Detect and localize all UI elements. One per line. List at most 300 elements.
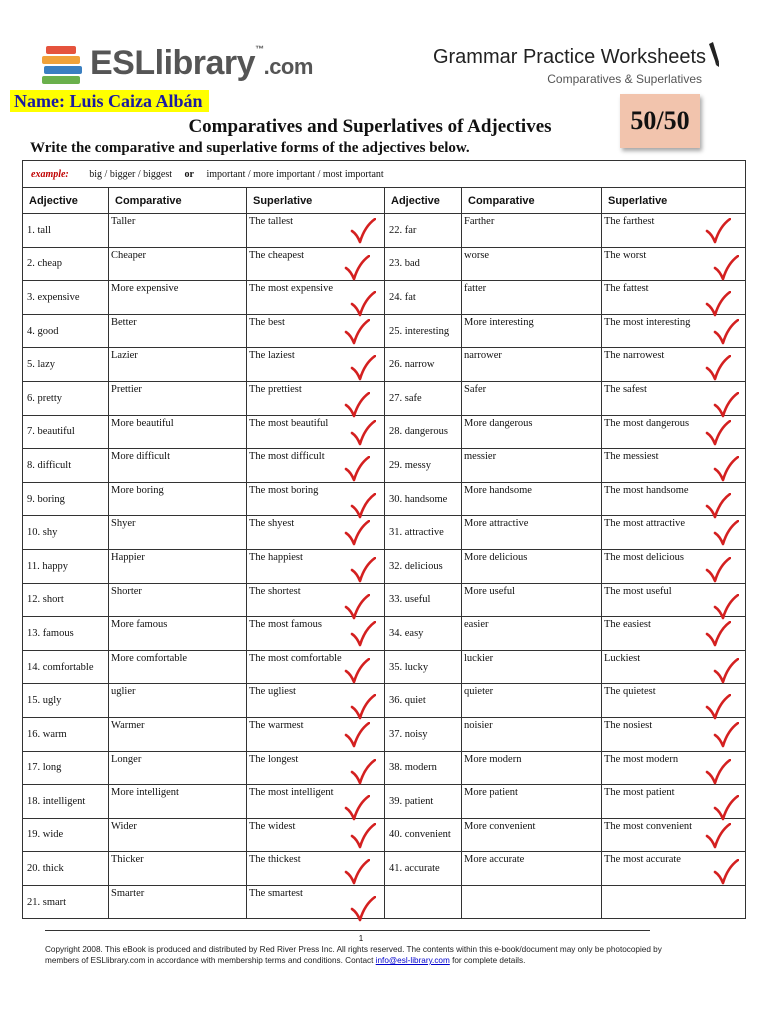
adjective-cell xyxy=(23,381,109,415)
comparative-cell xyxy=(109,717,247,751)
adjective-text: 4. good xyxy=(27,325,59,337)
adjective-cell xyxy=(385,852,462,886)
superlative-answer: The messiest xyxy=(604,451,659,463)
superlative-cell xyxy=(247,785,385,819)
comparative-answer: narrower xyxy=(464,350,502,362)
comparative-cell xyxy=(109,818,247,852)
adjective-text: 39. patient xyxy=(389,795,434,807)
comparative-cell xyxy=(109,516,247,550)
superlative-cell xyxy=(602,818,746,852)
table-row xyxy=(23,684,746,718)
check-mark-icon xyxy=(705,493,731,519)
table-row xyxy=(23,717,746,751)
esl-library-logo xyxy=(40,42,313,90)
adjective-cell xyxy=(385,415,462,449)
superlative-cell xyxy=(602,348,746,382)
adjective-text: 22. far xyxy=(389,224,417,236)
table-row xyxy=(23,348,746,382)
comparative-cell xyxy=(462,214,602,248)
check-mark-icon xyxy=(713,520,739,546)
check-mark-icon xyxy=(344,319,370,345)
table-row xyxy=(23,885,746,919)
comparative-answer: Safer xyxy=(464,383,487,395)
comparative-answer: More patient xyxy=(464,787,518,799)
superlative-cell xyxy=(247,281,385,315)
comparative-cell xyxy=(462,381,602,415)
superlative-answer: The nosiest xyxy=(604,719,653,731)
check-mark-icon xyxy=(713,392,739,418)
adjective-cell xyxy=(23,583,109,617)
comparative-answer: More difficult xyxy=(111,451,171,463)
comparative-cell xyxy=(462,281,602,315)
adjective-cell xyxy=(385,549,462,583)
comparative-answer: worse xyxy=(464,249,490,261)
comparative-cell xyxy=(109,650,247,684)
superlative-cell xyxy=(247,549,385,583)
adjective-text: 9. boring xyxy=(27,493,65,505)
instructions: Write the comparative and superlative forms of the adjectives below. xyxy=(30,140,470,156)
comparative-cell xyxy=(462,818,602,852)
check-mark-icon xyxy=(705,291,731,317)
superlative-answer: The most convenient xyxy=(604,820,693,832)
adjective-text: 34. easy xyxy=(389,627,424,639)
table-row xyxy=(23,381,746,415)
superlative-answer: The most accurate xyxy=(604,854,681,866)
adjective-cell xyxy=(23,516,109,550)
comparative-cell xyxy=(462,785,602,819)
adjective-cell xyxy=(385,785,462,819)
superlative-cell xyxy=(602,516,746,550)
comparative-cell xyxy=(109,415,247,449)
adjective-cell xyxy=(23,348,109,382)
adjective-text: 37. noisy xyxy=(389,728,428,740)
adjective-cell xyxy=(385,885,462,919)
comparative-answer: More boring xyxy=(111,484,164,496)
superlative-answer: The most expensive xyxy=(249,283,333,295)
check-mark-icon xyxy=(705,420,731,446)
header-row xyxy=(23,188,746,214)
adjective-cell xyxy=(23,549,109,583)
comparative-cell xyxy=(109,885,247,919)
superlative-answer: The farthest xyxy=(604,216,655,227)
adjective-text: 30. handsome xyxy=(389,493,448,505)
superlative-cell xyxy=(602,785,746,819)
footer-divider xyxy=(45,930,650,931)
superlative-answer: The laziest xyxy=(249,350,295,362)
adjective-cell xyxy=(385,617,462,651)
comparative-cell xyxy=(462,684,602,718)
comparative-cell xyxy=(462,549,602,583)
adjective-cell xyxy=(385,281,462,315)
col-header-adjective-2: Adjective xyxy=(385,188,462,214)
comparative-answer: More useful xyxy=(464,585,516,597)
superlative-cell xyxy=(602,214,746,248)
comparative-answer: Prettier xyxy=(111,383,142,395)
superlative-answer: The fattest xyxy=(604,283,649,295)
example-row xyxy=(23,161,746,188)
superlative-answer: The most modern xyxy=(604,753,679,765)
superlative-answer: The longest xyxy=(249,753,299,765)
adjective-text: 8. difficult xyxy=(27,459,72,471)
superlative-answer: The easiest xyxy=(604,619,651,631)
comparative-cell xyxy=(462,852,602,886)
comparative-answer: More beautiful xyxy=(111,417,174,429)
table-row xyxy=(23,314,746,348)
copyright-text-1: Copyright 2008. This eBook is produced and distributed by Red River Press Inc. All rights reserved. The contents within this e-book/document may only be photocopied by members of ESLlibrary.com in accordance with membership terms and conditions. Contact xyxy=(45,945,662,965)
adjective-text: 31. attractive xyxy=(389,527,444,539)
comparative-cell xyxy=(462,650,602,684)
example-form-2: important / more important / most important xyxy=(206,168,384,180)
superlative-answer: The most difficult xyxy=(249,451,325,463)
superlative-answer: The most handsome xyxy=(604,484,689,496)
adjective-cell xyxy=(385,684,462,718)
check-mark-icon xyxy=(344,520,370,546)
check-mark-icon xyxy=(713,658,739,684)
adjective-text: 32. delicious xyxy=(389,560,443,572)
superlative-cell xyxy=(602,415,746,449)
adjective-text: 40. convenient xyxy=(389,829,451,841)
adjective-text: 2. cheap xyxy=(27,258,62,270)
pencil-icon xyxy=(706,42,720,68)
check-mark-icon xyxy=(350,896,376,922)
adjective-cell xyxy=(23,751,109,785)
comparative-cell xyxy=(462,247,602,281)
col-header-adjective: Adjective xyxy=(23,188,109,214)
series-title: Grammar Practice Worksheets xyxy=(432,46,706,68)
adjective-text: 13. famous xyxy=(27,627,74,639)
check-mark-icon xyxy=(350,621,376,647)
adjective-cell xyxy=(23,818,109,852)
check-mark-icon xyxy=(705,621,731,647)
check-mark-icon xyxy=(705,823,731,849)
adjective-text: 25. interesting xyxy=(389,325,450,337)
adjective-cell xyxy=(23,449,109,483)
score-box: 50/50 xyxy=(620,94,700,148)
superlative-answer: Luckiest xyxy=(604,652,641,664)
adjective-text: 41. accurate xyxy=(389,863,440,875)
comparative-answer: More handsome xyxy=(464,484,532,496)
adjective-cell xyxy=(23,885,109,919)
adjective-cell xyxy=(385,818,462,852)
adjective-cell xyxy=(23,717,109,751)
logo-trademark: ™ xyxy=(255,44,264,54)
check-mark-icon xyxy=(344,594,370,620)
superlative-answer: The ugliest xyxy=(249,686,296,698)
adjective-cell xyxy=(385,348,462,382)
logo-domain: .com xyxy=(263,54,313,79)
superlative-cell xyxy=(247,885,385,919)
check-mark-icon xyxy=(344,722,370,748)
adjective-text: 6. pretty xyxy=(27,392,62,404)
superlative-cell xyxy=(247,818,385,852)
table-row xyxy=(23,516,746,550)
check-mark-icon xyxy=(350,493,376,519)
comparative-answer: noisier xyxy=(464,719,493,731)
superlative-cell xyxy=(247,214,385,248)
adjective-cell xyxy=(23,684,109,718)
superlative-cell xyxy=(602,449,746,483)
comparative-cell xyxy=(109,852,247,886)
superlative-answer: The most dangerous xyxy=(604,417,690,429)
comparative-cell xyxy=(462,415,602,449)
comparative-answer: messier xyxy=(464,451,497,463)
superlative-cell xyxy=(602,885,746,919)
adjective-cell xyxy=(385,449,462,483)
student-name: Name: Luis Caiza Albán xyxy=(10,90,209,112)
check-mark-icon xyxy=(350,694,376,720)
check-mark-icon xyxy=(713,795,739,821)
superlative-cell xyxy=(602,381,746,415)
example-label: example: xyxy=(31,168,69,180)
check-mark-icon xyxy=(713,594,739,620)
col-header-comparative: Comparative xyxy=(109,188,247,214)
example-form-1: big / bigger / biggest xyxy=(89,168,173,180)
superlative-answer: The most comfortable xyxy=(249,652,342,664)
table-row xyxy=(23,415,746,449)
comparative-answer: easier xyxy=(464,619,489,631)
superlative-cell xyxy=(602,247,746,281)
comparative-answer: Taller xyxy=(111,216,136,227)
comparative-cell xyxy=(109,449,247,483)
adjective-cell xyxy=(385,516,462,550)
comparative-cell xyxy=(109,785,247,819)
superlative-cell xyxy=(602,482,746,516)
comparative-answer: luckier xyxy=(464,652,494,664)
check-mark-icon xyxy=(350,355,376,381)
table-row xyxy=(23,852,746,886)
superlative-cell xyxy=(602,650,746,684)
superlative-cell xyxy=(602,852,746,886)
superlative-cell xyxy=(247,650,385,684)
table-row xyxy=(23,449,746,483)
comparative-answer: Happier xyxy=(111,551,145,563)
comparative-answer: Wider xyxy=(111,820,137,832)
check-mark-icon xyxy=(344,255,370,281)
check-mark-icon xyxy=(344,795,370,821)
adjective-cell xyxy=(23,314,109,348)
comparative-answer: Shyer xyxy=(111,518,136,530)
col-header-superlative: Superlative xyxy=(247,188,385,214)
superlative-answer: The happiest xyxy=(249,551,303,563)
adjectives-table xyxy=(22,160,746,919)
superlative-answer: The smartest xyxy=(249,887,303,899)
table-row xyxy=(23,785,746,819)
comparative-answer: Thicker xyxy=(111,854,144,866)
superlative-answer: The cheapest xyxy=(249,249,305,261)
superlative-answer: The widest xyxy=(249,820,296,832)
comparative-answer: More dangerous xyxy=(464,417,533,429)
adjective-cell xyxy=(385,650,462,684)
superlative-answer: The most beautiful xyxy=(249,417,329,429)
comparative-answer: More expensive xyxy=(111,283,179,295)
table-row xyxy=(23,818,746,852)
superlative-cell xyxy=(247,247,385,281)
superlative-answer: The prettiest xyxy=(249,383,302,395)
superlative-cell xyxy=(247,751,385,785)
comparative-cell xyxy=(109,381,247,415)
adjective-text: 33. useful xyxy=(389,594,431,606)
comparative-cell xyxy=(462,751,602,785)
adjective-cell xyxy=(385,583,462,617)
superlative-answer: The best xyxy=(249,316,285,328)
comparative-answer: Warmer xyxy=(111,719,145,731)
adjective-cell xyxy=(23,852,109,886)
comparative-answer: uglier xyxy=(111,686,136,698)
adjective-cell xyxy=(385,482,462,516)
logo-wordmark: ESLlibrary xyxy=(90,44,256,82)
comparative-answer: Better xyxy=(111,316,137,328)
adjective-text: 14. comfortable xyxy=(27,661,94,673)
comparative-cell xyxy=(462,885,602,919)
check-mark-icon xyxy=(705,218,731,244)
superlative-cell xyxy=(602,684,746,718)
adjective-text: 15. ugly xyxy=(27,695,62,707)
adjective-text: 17. long xyxy=(27,762,62,774)
superlative-cell xyxy=(247,516,385,550)
check-mark-icon xyxy=(344,456,370,482)
comparative-answer: More accurate xyxy=(464,854,525,866)
comparative-answer: More delicious xyxy=(464,551,528,563)
comparative-cell xyxy=(462,617,602,651)
check-mark-icon xyxy=(705,557,731,583)
series-subtitle: Comparatives & Superlatives xyxy=(547,72,702,86)
comparative-answer: More attractive xyxy=(464,518,529,530)
comparative-answer: More intelligent xyxy=(111,787,179,799)
table-row xyxy=(23,583,746,617)
table-row xyxy=(23,751,746,785)
adjective-text: 11. happy xyxy=(27,560,69,572)
table-row xyxy=(23,617,746,651)
adjective-cell xyxy=(23,617,109,651)
comparative-cell xyxy=(109,247,247,281)
adjective-text: 27. safe xyxy=(389,392,422,404)
check-mark-icon xyxy=(344,859,370,885)
adjective-cell xyxy=(23,281,109,315)
adjective-text: 26. narrow xyxy=(389,359,435,371)
adjective-text: 24. fat xyxy=(389,291,416,303)
check-mark-icon xyxy=(350,759,376,785)
copyright-text-2: for complete details. xyxy=(449,956,526,965)
comparative-answer: More comfortable xyxy=(111,652,188,664)
comparative-cell xyxy=(109,214,247,248)
comparative-cell xyxy=(109,348,247,382)
worksheet-title: Comparatives and Superlatives of Adjectives xyxy=(188,116,552,137)
comparative-cell xyxy=(109,314,247,348)
superlative-cell xyxy=(247,684,385,718)
superlative-answer: The shortest xyxy=(249,585,301,597)
adjective-text: 35. lucky xyxy=(389,661,429,673)
adjective-text: 7. beautiful xyxy=(27,426,75,438)
superlative-answer: The quietest xyxy=(604,686,656,698)
check-mark-icon xyxy=(713,456,739,482)
check-mark-icon xyxy=(713,319,739,345)
adjective-cell xyxy=(23,482,109,516)
superlative-cell xyxy=(247,415,385,449)
comparative-answer: More interesting xyxy=(464,316,534,328)
adjective-cell xyxy=(23,247,109,281)
adjective-cell xyxy=(385,717,462,751)
comparative-answer: Shorter xyxy=(111,585,142,597)
adjective-cell xyxy=(385,381,462,415)
comparative-cell xyxy=(109,617,247,651)
comparative-answer: More modern xyxy=(464,753,522,765)
superlative-cell xyxy=(247,314,385,348)
superlative-answer: The safest xyxy=(604,383,647,395)
superlative-cell xyxy=(247,852,385,886)
comparative-cell xyxy=(462,717,602,751)
adjective-text: 18. intelligent xyxy=(27,795,86,807)
adjective-text: 20. thick xyxy=(27,863,64,875)
example-or: or xyxy=(184,168,194,180)
superlative-answer: The narrowest xyxy=(604,350,665,362)
superlative-cell xyxy=(602,314,746,348)
adjective-cell xyxy=(385,751,462,785)
adjective-text: 12. short xyxy=(27,594,64,606)
superlative-cell xyxy=(247,482,385,516)
comparative-cell xyxy=(109,751,247,785)
adjective-text: 36. quiet xyxy=(389,695,426,707)
comparative-answer: More convenient xyxy=(464,820,536,832)
check-mark-icon xyxy=(705,355,731,381)
page-number: 1 xyxy=(358,934,364,943)
superlative-answer: The most patient xyxy=(604,787,675,799)
superlative-answer: The most interesting xyxy=(604,316,691,328)
superlative-cell xyxy=(602,617,746,651)
superlative-cell xyxy=(247,449,385,483)
superlative-cell xyxy=(602,751,746,785)
table-row xyxy=(23,247,746,281)
check-mark-icon xyxy=(344,658,370,684)
check-mark-icon xyxy=(713,722,739,748)
superlative-answer: The shyest xyxy=(249,518,295,530)
adjective-text: 29. messy xyxy=(389,459,431,471)
comparative-answer: Lazier xyxy=(111,350,138,362)
comparative-cell xyxy=(462,482,602,516)
comparative-cell xyxy=(109,549,247,583)
comparative-answer: Farther xyxy=(464,216,495,227)
comparative-cell xyxy=(109,583,247,617)
adjective-cell xyxy=(23,214,109,248)
adjective-text: 3. expensive xyxy=(27,291,80,303)
superlative-cell xyxy=(247,381,385,415)
adjective-text: 21. smart xyxy=(27,896,67,908)
adjective-text: 1. tall xyxy=(27,224,51,236)
comparative-answer: Smarter xyxy=(111,887,145,899)
check-mark-icon xyxy=(350,291,376,317)
superlative-answer: The thickest xyxy=(249,854,301,866)
comparative-answer xyxy=(464,886,599,888)
check-mark-icon xyxy=(705,694,731,720)
superlative-answer: The most delicious xyxy=(604,551,684,563)
comparative-answer: fatter xyxy=(464,283,487,295)
comparative-cell xyxy=(462,583,602,617)
superlative-answer: The most attractive xyxy=(604,518,686,530)
adjective-cell xyxy=(23,415,109,449)
contact-email-link[interactable]: info@esl-library.com xyxy=(375,956,450,965)
adjective-text: 16. warm xyxy=(27,728,67,740)
superlative-answer: The most boring xyxy=(249,484,319,496)
superlative-cell xyxy=(247,717,385,751)
check-mark-icon xyxy=(344,392,370,418)
check-mark-icon xyxy=(350,823,376,849)
adjective-cell xyxy=(23,650,109,684)
comparative-cell xyxy=(109,281,247,315)
table-row xyxy=(23,214,746,248)
table-row xyxy=(23,549,746,583)
superlative-answer: The tallest xyxy=(249,216,294,227)
comparative-cell xyxy=(109,684,247,718)
comparative-cell xyxy=(109,482,247,516)
